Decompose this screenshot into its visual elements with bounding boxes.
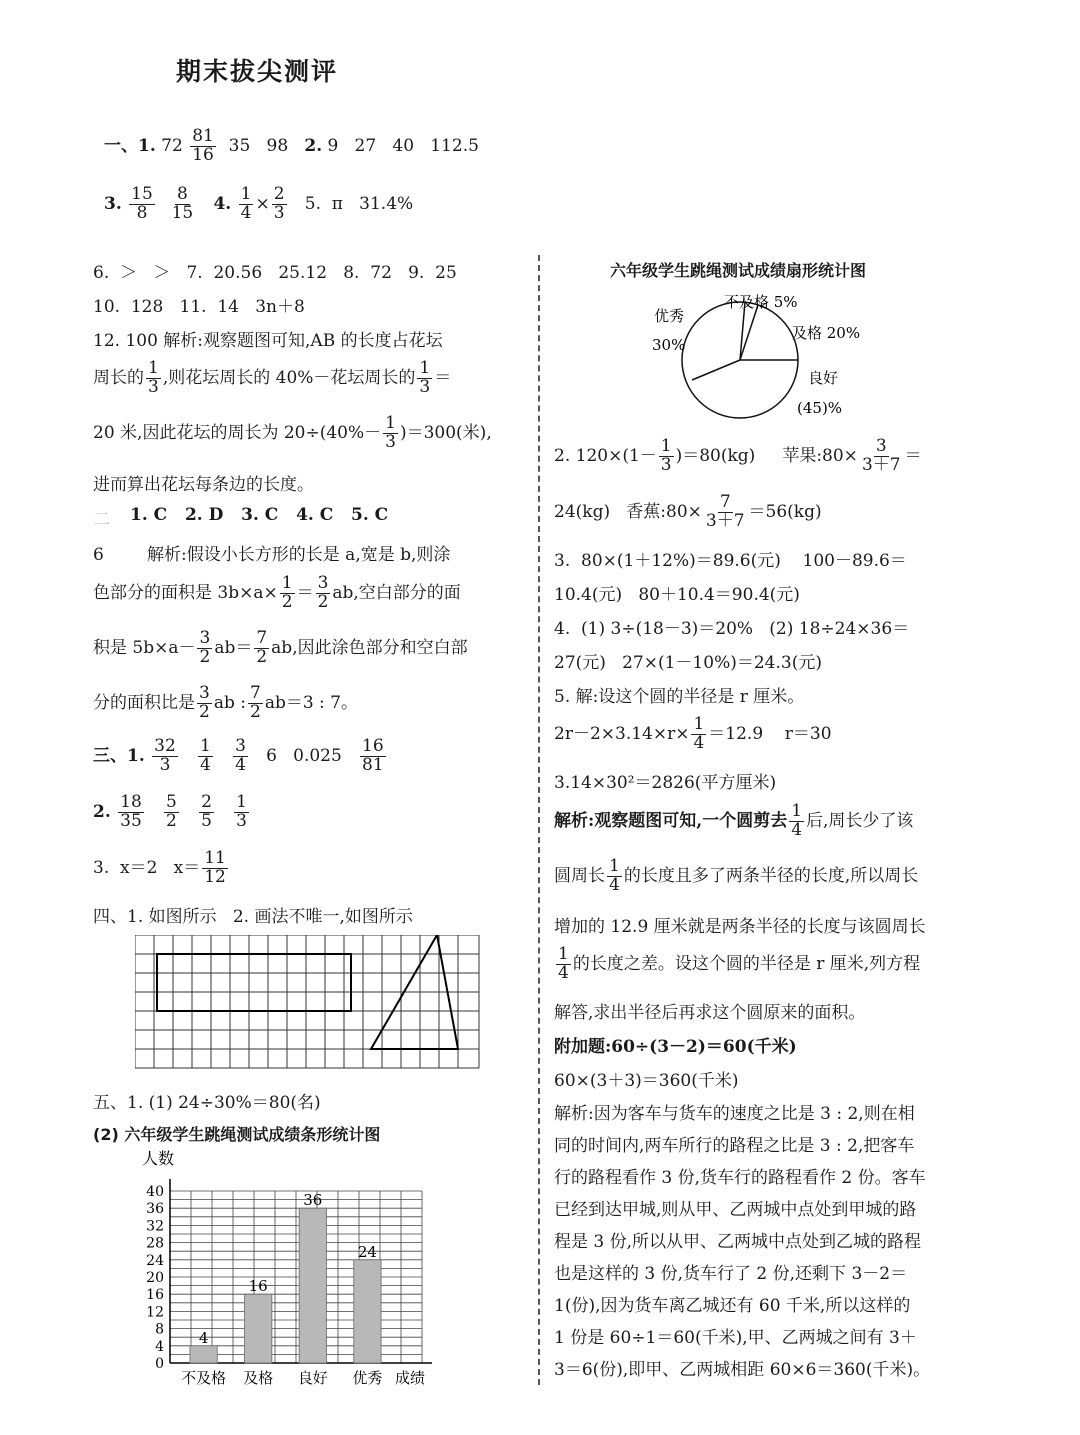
answer-line: 3. 80×(1＋12%)＝89.6(元) 100－89.6＝ — [554, 551, 907, 571]
bar-chart — [130, 1148, 460, 1388]
fraction: $\frac{3}{2}$ — [199, 683, 210, 722]
y-tick-label: 32 — [146, 1218, 164, 1235]
fraction: $\frac{1}{4}$ — [791, 801, 803, 840]
answer-line: 解析:观察题图可知,一个圆剪去 $\frac{1}{4}$ 后,周长少了该 — [554, 801, 914, 840]
answer-line: 2r－2×3.14×r× $\frac{1}{4}$ ＝12.9 r＝30 — [554, 714, 832, 753]
pie-label-fail: 不及格 5% — [724, 293, 798, 311]
answer-line: 6. ＞ ＞ 7. 20.56 25.12 8. 72 9. 25 — [93, 263, 457, 283]
answer-value: 72 — [161, 135, 183, 156]
fraction: $\frac{2}{3}$ — [273, 184, 285, 223]
drawn-rectangle — [157, 954, 351, 1011]
page-title: 期末拔尖测评 — [176, 57, 339, 86]
answer-line: 20 米,因此花坛的周长为 20÷(40%－ $\frac{1}{3}$ )＝300(米), — [93, 413, 492, 452]
section1-row2 — [104, 186, 413, 223]
fraction: $\frac{1}{3}$ — [660, 436, 672, 475]
fraction: $\frac{1}{4}$ — [200, 736, 211, 775]
question-number: 2. — [304, 135, 323, 156]
fraction: $\frac{1}{3}$ — [236, 792, 247, 831]
fraction: $\frac{11}{12}$ — [204, 848, 226, 887]
section3-q3: 3. x＝2 x＝ $\frac{11}{12}$ — [93, 848, 226, 887]
pie-label-good-pct: (45)% — [797, 399, 843, 417]
answer-line: 解答,求出半径后再求这个圆原来的面积。 — [554, 1003, 866, 1023]
y-tick-label: 4 — [155, 1338, 164, 1355]
fraction: $\frac{3}{2}$ — [199, 628, 211, 667]
answer-line: 12. 100 解析:观察题图可知,AB 的长度占花坛 — [93, 331, 443, 351]
answer-line: 1. C 2. D 3. C 4. C 5. C — [130, 505, 389, 525]
bonus-line: 附加题:60÷(3－2)＝60(千米) — [554, 1037, 797, 1057]
fraction: $\frac{32}{3}$ — [154, 736, 176, 775]
answer-line: 色部分的面积是 3b×a× $\frac{1}{2}$ ＝ $\frac{3}{2}$ ab,空白部分的面 — [93, 573, 461, 612]
fraction: $\frac{3}{4}$ — [235, 736, 246, 775]
answer-line: 分的面积比是 $\frac{3}{2}$ ab : $\frac{7}{2}$ ab＝3 : 7。 — [93, 683, 358, 722]
answer-value: 5. π 31.4% — [304, 193, 414, 214]
bonus-explain-line: 3＝6(份),即甲、乙两城相距 60×6＝360(千米)。 — [554, 1360, 931, 1380]
bonus-explain-line: 1 份是 60÷1＝60(千米),甲、乙两城之间有 3＋ — [554, 1328, 917, 1348]
fraction: $\frac{7}{3+7}$ — [705, 492, 745, 531]
fraction: $\frac{15}{8}$ — [131, 184, 153, 223]
answer-line: 积是 5b×a－ $\frac{3}{2}$ ab＝ $\frac{7}{2}$ ab,因此涂色部分和空白部 — [93, 628, 468, 667]
y-tick-label: 16 — [146, 1287, 164, 1304]
bonus-explain-line: 行的路程看作 3 份,货车行的路程看作 2 份。客车 — [554, 1168, 926, 1188]
y-tick-label: 40 — [146, 1184, 164, 1200]
x-category-label: 及格 — [243, 1369, 274, 1387]
y-tick-label: 36 — [146, 1201, 164, 1218]
y-tick-label: 8 — [155, 1321, 164, 1338]
answer-value: 98 — [266, 135, 289, 156]
bonus-explain-line: 也是这样的 3 份,货车行了 2 份,还剩下 3－2＝ — [554, 1264, 908, 1284]
bonus-explain-line: 程是 3 份,所以从甲、乙两城中点处到乙城的路程 — [554, 1232, 922, 1252]
column-divider — [538, 255, 540, 1385]
answer-line: 2. 120×(1－ $\frac{1}{3}$ )＝80(kg) 苹果:80× $\frac{3}{3+7}$ ＝ — [554, 436, 922, 475]
bar-value-label: 16 — [248, 1277, 268, 1296]
y-tick-label: 20 — [146, 1270, 164, 1286]
answer-line: 增加的 12.9 厘米就是两条半径的长度与该圆周长 — [554, 917, 926, 937]
question-number: 4. — [213, 193, 232, 214]
y-tick-label: 12 — [146, 1304, 164, 1321]
bar — [245, 1294, 272, 1363]
answer-line: 10. 128 11. 14 3n＋8 — [93, 297, 305, 317]
fraction: $\frac{1}{3}$ — [148, 358, 159, 397]
fraction: $\frac{18}{35}$ — [120, 792, 142, 831]
answer-line: 5. 解:设这个圆的半径是 r 厘米。 — [554, 687, 805, 707]
answer-line: 周长的 $\frac{1}{3}$ ,则花坛周长的 40%－花坛周长的 $\frac{1}{3}$ ＝ — [93, 358, 452, 397]
pie-label-good: 良好 — [808, 369, 839, 387]
fraction: $\frac{3}{2}$ — [317, 573, 329, 612]
pie-label-excellent-pct: 30% — [652, 336, 686, 354]
section2-mark: 二 — [93, 510, 110, 530]
operator: × — [255, 193, 270, 214]
bar-value-label: 4 — [198, 1328, 209, 1347]
answer-value: 35 — [228, 135, 251, 156]
y-tick-label: 28 — [146, 1235, 164, 1252]
bar — [299, 1208, 326, 1363]
answer-line: 3.14×30²＝2826(平方厘米) — [554, 773, 777, 793]
section4-header: 四、1. 如图所示 2. 画法不唯一,如图所示 — [93, 907, 413, 927]
fraction: $\frac{1}{4}$ — [609, 856, 620, 895]
pie-label-pass: 及格 20% — [792, 324, 861, 342]
answer-line: 6 解析:假设小长方形的长是 a,宽是 b,则涂 — [93, 545, 451, 565]
pie-slice-line — [692, 360, 740, 380]
fraction: $\frac{1}{3}$ — [419, 358, 431, 397]
fraction: $\frac{7}{2}$ — [249, 683, 261, 722]
bar-value-label: 24 — [357, 1242, 377, 1261]
fraction: $\frac{16}{81}$ — [362, 736, 384, 775]
section1-row1 — [104, 128, 479, 165]
fraction: $\frac{5}{2}$ — [166, 792, 177, 831]
grid-drawing — [135, 935, 481, 1071]
bar — [190, 1346, 217, 1363]
x-category-label: 优秀 — [352, 1369, 383, 1387]
bonus-explain-line: 已经到达甲城,则从甲、乙两城中点处到甲城的路 — [554, 1200, 917, 1220]
answer-line: 圆周长 $\frac{1}{4}$ 的长度且多了两条半径的长度,所以周长 — [554, 856, 919, 895]
fraction: $\frac{2}{5}$ — [201, 792, 212, 831]
y-tick-label: 24 — [146, 1252, 164, 1269]
fraction: $\frac{81}{16}$ — [192, 126, 214, 165]
answer-line: 27(元) 27×(1－10%)＝24.3(元) — [554, 653, 822, 673]
answer-line: 10.4(元) 80＋10.4＝90.4(元) — [554, 585, 800, 605]
answer-line: 4. (1) 3÷(18－3)＝20% (2) 18÷24×36＝ — [554, 619, 910, 639]
bar-chart-title: (2) 六年级学生跳绳测试成绩条形统计图 — [93, 1125, 381, 1144]
answer-value: 9 27 40 112.5 — [327, 135, 479, 156]
bonus-explain-line: 同的时间内,两车所行的路程之比是 3 : 2,把客车 — [554, 1136, 915, 1156]
section1-label: 一、1. — [104, 135, 156, 156]
pie-chart — [620, 285, 920, 425]
fraction: $\frac{3}{3+7}$ — [861, 436, 901, 475]
question-number: 3. — [104, 193, 122, 214]
fraction: $\frac{7}{2}$ — [256, 628, 268, 667]
fraction: $\frac{1}{2}$ — [281, 573, 293, 612]
fraction: $\frac{1}{3}$ — [385, 413, 396, 452]
x-category-label: 不及格 — [181, 1369, 227, 1387]
fraction: $\frac{1}{4}$ — [693, 714, 705, 753]
answer-line: 进而算出花坛每条边的长度。 — [93, 475, 314, 495]
bar — [354, 1260, 381, 1363]
pie-label-excellent: 优秀 — [654, 307, 685, 325]
section3-q1: 三、1. $\frac{32}{3}$ $\frac{1}{4}$ $\frac{3}{4}$ 6 0.025 $\frac{16}{81}$ — [93, 736, 384, 775]
answer-line: 24(kg) 香蕉:80× $\frac{7}{3+7}$ ＝56(kg) — [554, 492, 822, 531]
fraction: $\frac{1}{4}$ — [240, 184, 252, 223]
bonus-explain-line: 1(份),因为货车离乙城还有 60 千米,所以这样的 — [554, 1296, 911, 1316]
section5-q1: 五、1. (1) 24÷30%＝80(名) — [93, 1093, 321, 1113]
x-category-label: 良好 — [297, 1369, 328, 1387]
bonus-explain-line: 解析:因为客车与货车的速度之比是 3 : 2,则在相 — [554, 1104, 915, 1124]
y-axis-label: 人数 — [142, 1149, 175, 1168]
fraction: $\frac{1}{4}$ — [558, 944, 569, 983]
bar-value-label: 36 — [303, 1191, 323, 1210]
bonus-line: 60×(3＋3)＝360(千米) — [554, 1071, 739, 1091]
section3-q2: 2. $\frac{18}{35}$ $\frac{5}{2}$ $\frac{2}{5}$ $\frac{1}{3}$ — [93, 792, 247, 831]
pie-chart-title: 六年级学生跳绳测试成绩扇形统计图 — [610, 261, 867, 280]
answer-line: $\frac{1}{4}$ 的长度之差。设这个圆的半径是 r 厘米,列方程 — [558, 944, 921, 983]
fraction: $\frac{8}{15}$ — [171, 184, 194, 223]
y-tick-label: 0 — [155, 1356, 164, 1372]
x-axis-label: 成绩 — [394, 1369, 426, 1387]
